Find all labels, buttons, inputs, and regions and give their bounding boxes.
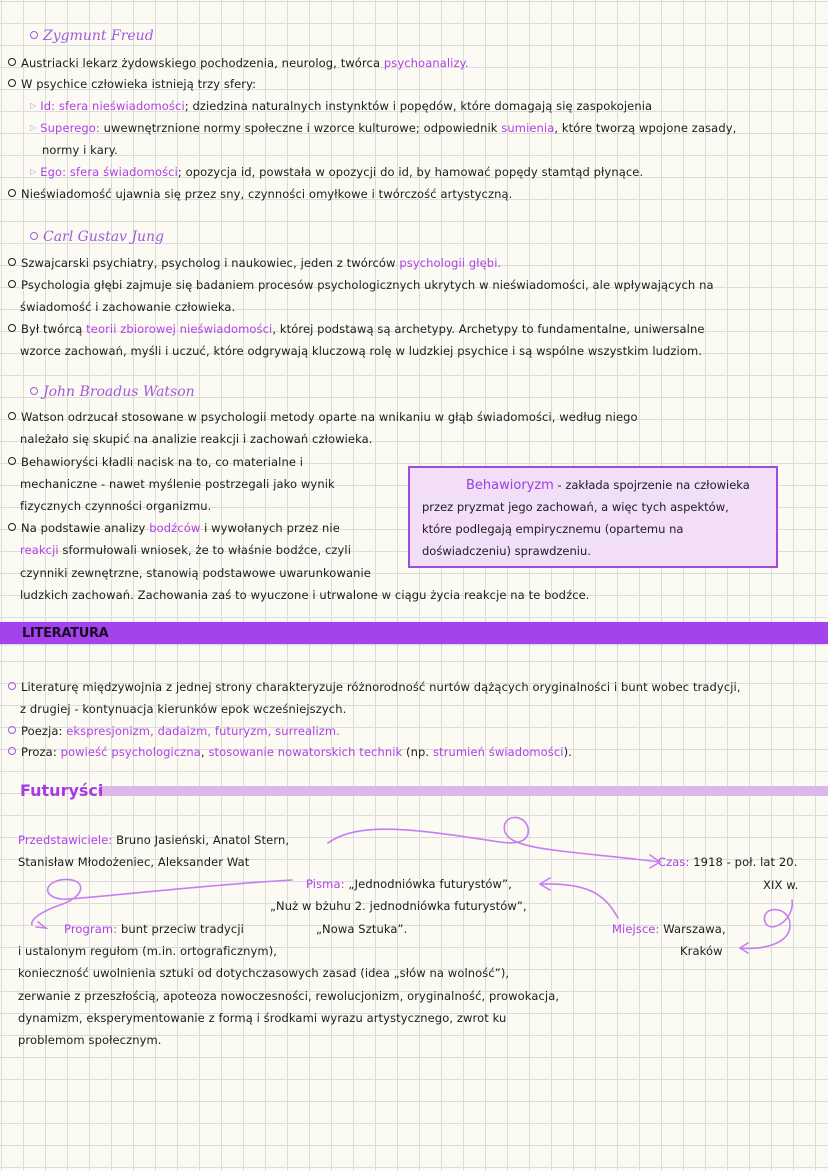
bullet-icon [30, 387, 38, 395]
bullet-icon [8, 747, 16, 755]
jung-bullet-2: Psychologia głębi zajmuje się badaniem procesów psychologicznych ukrytych w nieświadomości, ale wpływających na [8, 278, 714, 292]
bullet-icon [8, 457, 16, 465]
watson-bullet-3-cont: ludzkich zachowań. Zachowania zaś to wyuczone i utrwalone w ciągu życia reakcje na te bodźce. [20, 588, 590, 602]
watson-bullet-2-cont: fizycznych czynności organizmu. [20, 499, 212, 513]
heading-jung: Carl Gustav Jung [30, 229, 164, 245]
watson-bullet-2: Behawioryści kładli nacisk na to, co materialne i [8, 455, 303, 469]
program-cont: i ustalonym regułom (m.in. ortograficznym), [18, 944, 278, 958]
czas: Czas: 1918 - poł. lat 20. [658, 855, 798, 869]
arrowhead-icon [740, 943, 748, 953]
freud-ego: ▷ Ego: sfera świadomości; opozycja id, powstała w opozycji do id, by hamować popędy stamtąd płynące. [30, 165, 644, 179]
lit-proza: Proza: powieść psychologiczna, stosowanie nowatorskich technik (np. strumień świadomości). [8, 745, 572, 759]
watson-bullet-3-cont: czynniki zewnętrzne, stanowią podstawowe uwarunkowanie [20, 566, 371, 580]
freud-bullet-3: Nieświadomość ujawnia się przez sny, czynności omyłkowe i twórczość artystyczną. [8, 187, 512, 201]
bullet-icon [30, 31, 38, 39]
program: Program: bunt przeciw tradycji [64, 922, 244, 936]
watson-bullet-1: Watson odrzucał stosowane w psychologii metody oparte na wnikaniu w głąb świadomości, według niego [8, 410, 638, 424]
program-cont: zerwanie z przeszłością, apoteoza nowoczesności, rewolucjonizm, oryginalność, prowokacja, [18, 989, 560, 1003]
bullet-icon [8, 258, 16, 266]
bullet-icon [8, 412, 16, 420]
pisma-cont: „Nuż w bżuhu 2. jednodniówka futurystów”, [270, 899, 527, 913]
heading-watson: John Broadus Watson [30, 384, 195, 400]
bullet-icon [8, 79, 16, 87]
definition-line: doświadczeniu) sprawdzeniu. [422, 544, 591, 558]
watson-bullet-3: Na podstawie analizy bodźców i wywołanych przez nie [8, 521, 340, 535]
program-cont: konieczność uwolnienia sztuki od dotychczasowych zasad (idea „słów na wolność”), [18, 966, 510, 980]
arrow-icon [740, 900, 792, 948]
program-cont: problemom społecznym. [18, 1033, 162, 1047]
arrow-icon [328, 817, 660, 862]
lit-bullet-1-cont: z drugiej - kontynuacja kierunków epok wcześniejszych. [20, 702, 347, 716]
highlight: psychoanalizy. [383, 56, 469, 70]
bullet-icon [8, 324, 16, 332]
watson-bullet-1-cont: należało się skupić na analizie reakcji i zachowań człowieka. [20, 432, 373, 446]
bullet-icon [8, 682, 16, 690]
definition-term: Behawioryzm [466, 478, 554, 493]
triangle-bullet-icon: ▷ [30, 101, 37, 110]
definition-line: Behawioryzm - zakłada spojrzenie na człowieka [466, 478, 750, 493]
freud-superego: ▷ Superego: uwewnętrznione normy społeczne i wzorce kulturowe; odpowiednik sumienia, które tworzą wpojone zasady, [30, 121, 737, 135]
bullet-icon [30, 232, 38, 240]
jung-bullet-3: Był twórcą teorii zbiorowej nieświadomości, której podstawą są archetypy. Archetypy to fundamentalne, uniwersalne [8, 322, 705, 336]
bullet-icon [8, 523, 16, 531]
pisma-cont: „Nowa Sztuka”. [316, 922, 408, 936]
triangle-bullet-icon: ▷ [30, 167, 37, 176]
przedstawiciele: Przedstawiciele: Bruno Jasieński, Anatol Stern, [18, 833, 290, 847]
lit-poezja: Poezja: ekspresjonizm, dadaizm, futuryzm, surrealizm. [8, 724, 340, 738]
definition-line: przez pryzmat jego zachowań, a więc tych aspektów, [422, 500, 729, 514]
freud-id: ▷ Id: sfera nieświadomości; dziedzina naturalnych instynktów i popędów, które domagają się zaspokojenia [30, 99, 653, 113]
arrowhead-icon [540, 878, 550, 890]
arrow-icon [542, 884, 618, 918]
bullet-icon [8, 280, 16, 288]
section-title: LITERATURA [22, 626, 109, 641]
przedstawiciele-cont: Stanisław Młodożeniec, Aleksander Wat [18, 855, 250, 869]
jung-bullet-2-cont: świadomość i zachowanie człowieka. [20, 300, 236, 314]
miejsce: Miejsce: Warszawa, [612, 922, 726, 936]
freud-bullet-2: W psychice człowieka istnieją trzy sfery: [8, 77, 256, 91]
bullet-icon [8, 58, 16, 66]
heading-freud [30, 28, 154, 44]
freud-bullet-1: Austriacki lekarz żydowskiego pochodzenia, neurolog, twórca psychoanalizy. [8, 56, 469, 70]
watson-bullet-2-cont: mechaniczne - nawet myślenie postrzegali jako wynik [20, 477, 335, 491]
futurysci-title: Futuryści [20, 781, 104, 800]
miejsce-cont: Kraków [680, 944, 723, 958]
definition-line: które podlegają empirycznemu (opartemu na [422, 522, 684, 536]
section-banner-literatura [0, 622, 828, 644]
jung-bullet-3-cont: wzorce zachowań, myśli i uczuć, które odgrywają kluczową rolę w ludzkiej psychice i są wspólne wszystkim ludziom. [20, 344, 703, 358]
bullet-icon [8, 189, 16, 197]
jung-bullet-1: Szwajcarski psychiatry, psycholog i naukowiec, jeden z twórców psychologii głębi. [8, 256, 501, 270]
program-cont: dynamizm, eksperymentowanie z formą i środkami wyrazu artystycznego, zwrot ku [18, 1011, 507, 1025]
arrowhead-icon [36, 922, 46, 928]
pisma: Pisma: „Jednodniówka futurystów”, [306, 877, 512, 891]
watson-bullet-3-cont: reakcji sformułowali wniosek, że to właśnie bodźce, czyli [20, 543, 352, 557]
futurysci-underline-bar [98, 786, 828, 796]
triangle-bullet-icon: ▷ [30, 123, 37, 132]
czas-extra: XIX w. [763, 878, 799, 892]
freud-superego-cont: normy i kary. [42, 143, 118, 157]
lit-bullet-1: Literaturę międzywojnia z jednej strony charakteryzuje różnorodność nurtów dążących oryginalności i bunt wobec tradycji, [8, 680, 741, 694]
heading-text: Zygmunt Freud [43, 28, 154, 44]
arrow-icon [32, 879, 292, 925]
bullet-icon [8, 726, 16, 734]
definition-box [408, 466, 778, 568]
